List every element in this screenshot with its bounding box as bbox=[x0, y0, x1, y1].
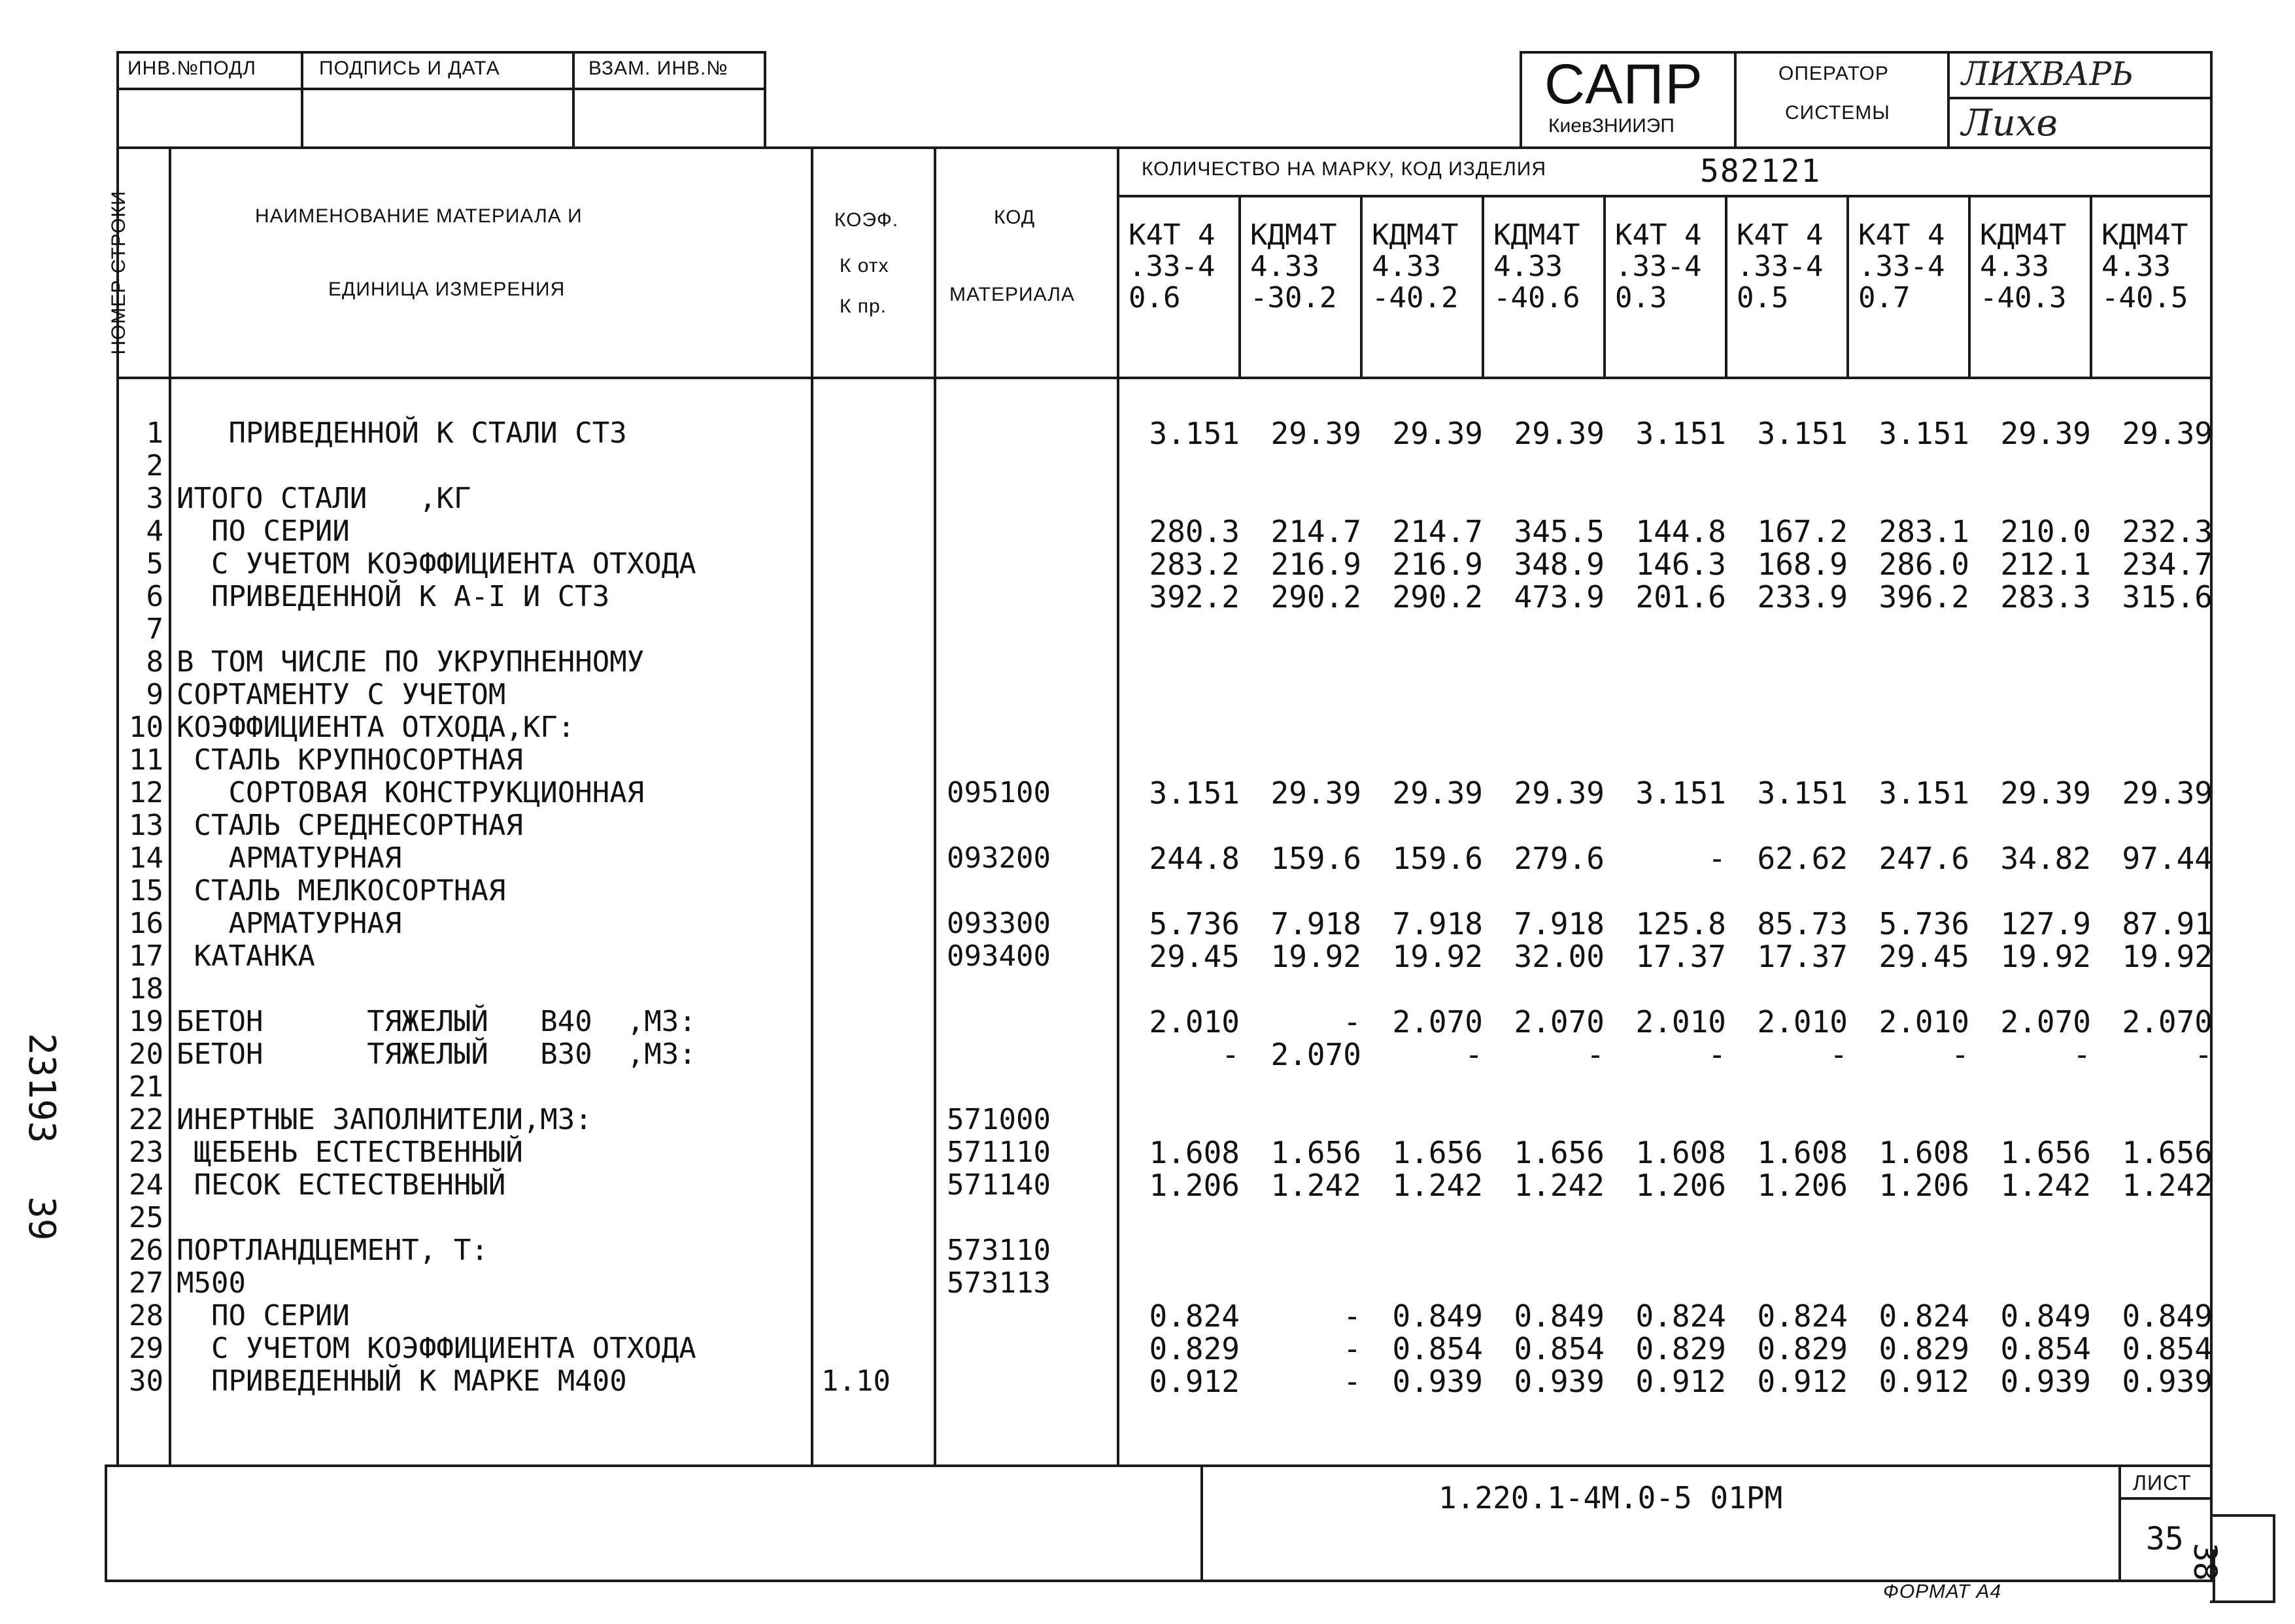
quantity-value: 1.242 bbox=[2000, 1168, 2091, 1203]
material-name: ПО СЕРИИ bbox=[177, 1299, 350, 1332]
quantity-value: 0.849 bbox=[2000, 1298, 2091, 1334]
sapr-logo-text: САПР bbox=[1544, 53, 1704, 116]
quantity-value: - bbox=[2194, 1037, 2213, 1072]
material-code: 571000 bbox=[947, 1103, 1051, 1136]
quantity-value: 0.824 bbox=[1635, 1298, 1726, 1334]
quantity-value: 1.242 bbox=[1392, 1168, 1483, 1203]
quantity-value: 87.91 bbox=[2122, 906, 2213, 941]
material-name: ИТОГО СТАЛИ ,КГ bbox=[177, 482, 471, 515]
material-name: СТАЛЬ КРУПНОСОРТНАЯ bbox=[177, 743, 523, 777]
quantity-value: 29.39 bbox=[1270, 775, 1361, 811]
quantity-value: 146.3 bbox=[1635, 547, 1726, 582]
quantity-value: 1.656 bbox=[2000, 1135, 2091, 1170]
quantity-value: 283.3 bbox=[2000, 579, 2091, 615]
quantity-value: 0.829 bbox=[1149, 1331, 1240, 1366]
material-code: 571110 bbox=[947, 1136, 1051, 1169]
quantity-value: 0.849 bbox=[1392, 1298, 1483, 1334]
quantity-value: 0.939 bbox=[1392, 1364, 1483, 1399]
quantity-value: 0.854 bbox=[1392, 1331, 1483, 1366]
quantity-value: 7.918 bbox=[1270, 906, 1361, 941]
quantity-value: 144.8 bbox=[1635, 514, 1726, 549]
coefficient: 1.10 bbox=[821, 1364, 891, 1398]
quantity-value: 283.1 bbox=[1878, 514, 1969, 549]
mark-header-line: .33-4 bbox=[1737, 250, 1824, 283]
quantity-value: - bbox=[1829, 1037, 1848, 1072]
quantity-value: 1.206 bbox=[1635, 1168, 1726, 1203]
quantity-value: 29.39 bbox=[1392, 416, 1483, 451]
mark-header-line: КДМ4Т bbox=[1250, 218, 1337, 252]
quantity-value: 234.7 bbox=[2122, 547, 2213, 582]
row-number: 14 bbox=[129, 841, 163, 875]
mark-header-line: К4Т 4 bbox=[1129, 218, 1216, 252]
quantity-value: 32.00 bbox=[1514, 939, 1605, 974]
quantity-value: 0.912 bbox=[1149, 1364, 1240, 1399]
mark-header-line: КДМ4Т bbox=[1980, 218, 2067, 252]
quantity-value: 29.39 bbox=[2122, 775, 2213, 811]
material-code: 093400 bbox=[947, 939, 1051, 973]
material-name-header-2: ЕДИНИЦА ИЗМЕРЕНИЯ bbox=[328, 279, 566, 300]
row-number: 16 bbox=[129, 907, 163, 940]
material-name: М500 bbox=[177, 1266, 246, 1300]
quantity-value: 29.45 bbox=[1878, 939, 1969, 974]
row-number: 15 bbox=[129, 874, 163, 907]
code-header-1: КОД bbox=[994, 207, 1036, 228]
quantity-value: 3.151 bbox=[1757, 416, 1848, 451]
quantity-value: 392.2 bbox=[1149, 579, 1240, 615]
material-name: АРМАТУРНАЯ bbox=[177, 907, 402, 940]
row-number: 27 bbox=[129, 1266, 163, 1300]
quantity-value: 2.010 bbox=[1635, 1004, 1726, 1040]
quantity-value: 286.0 bbox=[1878, 547, 1969, 582]
mark-header-line: -40.2 bbox=[1372, 281, 1459, 314]
row-number: 12 bbox=[129, 776, 163, 809]
quantity-value: - bbox=[1343, 1364, 1361, 1399]
quantity-value: 3.151 bbox=[1149, 775, 1240, 811]
quantity-value: 29.45 bbox=[1149, 939, 1240, 974]
quantity-value: - bbox=[1708, 1037, 1726, 1072]
quantity-value: 214.7 bbox=[1392, 514, 1483, 549]
quantity-value: 244.8 bbox=[1149, 841, 1240, 876]
row-number: 24 bbox=[129, 1168, 163, 1202]
quantity-value: 159.6 bbox=[1392, 841, 1483, 876]
mark-header-line: -40.6 bbox=[1493, 281, 1580, 314]
quantity-value: 473.9 bbox=[1514, 579, 1605, 615]
quantity-value: 232.3 bbox=[2122, 514, 2213, 549]
quantity-value: 1.608 bbox=[1149, 1135, 1240, 1170]
quantity-value: 168.9 bbox=[1757, 547, 1848, 582]
mark-header-line: .33-4 bbox=[1129, 250, 1216, 283]
quantity-value: - bbox=[1343, 1298, 1361, 1334]
row-number: 17 bbox=[129, 939, 163, 973]
row-number: 26 bbox=[129, 1234, 163, 1267]
material-name: ЩЕБЕНЬ ЕСТЕСТВЕННЫЙ bbox=[177, 1136, 523, 1169]
row-number: 22 bbox=[129, 1103, 163, 1136]
material-name: КОЭФФИЦИЕНТА ОТХОДА,КГ: bbox=[177, 711, 575, 744]
quantity-value: 0.849 bbox=[2122, 1298, 2213, 1334]
quantity-value: 19.92 bbox=[1392, 939, 1483, 974]
quantity-value: 0.912 bbox=[1878, 1364, 1969, 1399]
quantity-value: 0.824 bbox=[1757, 1298, 1848, 1334]
institute-name: КиевЗНИИЭП bbox=[1548, 115, 1674, 137]
quantity-value: 0.912 bbox=[1757, 1364, 1848, 1399]
quantity-value: 1.242 bbox=[1514, 1168, 1605, 1203]
quantity-value: 3.151 bbox=[1635, 416, 1726, 451]
quantity-value: 2.070 bbox=[1392, 1004, 1483, 1040]
mark-header-line: 4.33 bbox=[2101, 250, 2171, 283]
quantity-value: 2.010 bbox=[1878, 1004, 1969, 1040]
quantity-value: 2.070 bbox=[2122, 1004, 2213, 1040]
row-number: 5 bbox=[146, 547, 163, 581]
quantity-value: 2.070 bbox=[1270, 1037, 1361, 1072]
row-number: 9 bbox=[146, 678, 163, 711]
material-name: С УЧЕТОМ КОЭФФИЦИЕНТА ОТХОДА bbox=[177, 1332, 696, 1365]
row-number: 13 bbox=[129, 809, 163, 842]
quantity-value: 3.151 bbox=[1635, 775, 1726, 811]
quantity-value: 396.2 bbox=[1878, 579, 1969, 615]
mark-header-line: КДМ4Т bbox=[2101, 218, 2188, 252]
material-code: 573110 bbox=[947, 1234, 1051, 1267]
quantity-value: 2.070 bbox=[1514, 1004, 1605, 1040]
quantity-value: - bbox=[1586, 1037, 1605, 1072]
quantity-value: 7.918 bbox=[1392, 906, 1483, 941]
quantity-value: 210.0 bbox=[2000, 514, 2091, 549]
product-code: 582121 bbox=[1700, 153, 1822, 190]
quantity-value: 5.736 bbox=[1149, 906, 1240, 941]
quantity-value: 167.2 bbox=[1757, 514, 1848, 549]
material-code: 571140 bbox=[947, 1168, 1051, 1202]
quantity-value: 0.939 bbox=[1514, 1364, 1605, 1399]
side-margin-number-1: 23193 bbox=[20, 1033, 63, 1143]
material-name: СТАЛЬ МЕЛКОСОРТНАЯ bbox=[177, 874, 506, 907]
row-number: 19 bbox=[129, 1005, 163, 1038]
operator-label-1: ОПЕРАТОР bbox=[1778, 63, 1889, 84]
quantity-value: 3.151 bbox=[1757, 775, 1848, 811]
material-code: 573113 bbox=[947, 1266, 1051, 1300]
quantity-value: 29.39 bbox=[2122, 416, 2213, 451]
mark-header-line: К4Т 4 bbox=[1858, 218, 1945, 252]
operator-label-2: СИСТЕМЫ bbox=[1785, 102, 1890, 124]
quantity-value: 29.39 bbox=[2000, 775, 2091, 811]
row-number-header: НОМЕР СТРОКИ bbox=[108, 190, 129, 355]
mark-header-line: 4.33 bbox=[1980, 250, 2049, 283]
quantity-value: 2.010 bbox=[1757, 1004, 1848, 1040]
quantity-value: 62.62 bbox=[1757, 841, 1848, 876]
quantity-value: 1.608 bbox=[1635, 1135, 1726, 1170]
mark-header-line: 4.33 bbox=[1250, 250, 1319, 283]
quantity-value: 7.918 bbox=[1514, 906, 1605, 941]
quantity-value: 290.2 bbox=[1270, 579, 1361, 615]
material-name: ПРИВЕДЕННОЙ К А-I И СТ3 bbox=[177, 580, 610, 613]
row-number: 10 bbox=[129, 711, 163, 744]
quantity-header: КОЛИЧЕСТВО НА МАРКУ, КОД ИЗДЕЛИЯ bbox=[1142, 158, 1547, 180]
quantity-value: 201.6 bbox=[1635, 579, 1726, 615]
mark-header-line: К4Т 4 bbox=[1737, 218, 1824, 252]
material-name: БЕТОН ТЯЖЕЛЫЙ В40 ,М3: bbox=[177, 1005, 696, 1038]
quantity-value: 0.824 bbox=[1149, 1298, 1240, 1334]
quantity-value: 17.37 bbox=[1635, 939, 1726, 974]
row-number: 21 bbox=[129, 1070, 163, 1104]
quantity-value: 2.010 bbox=[1149, 1004, 1240, 1040]
quantity-value: 315.6 bbox=[2122, 579, 2213, 615]
quantity-value: - bbox=[1465, 1037, 1483, 1072]
quantity-value: 1.206 bbox=[1149, 1168, 1240, 1203]
material-name: ПРИВЕДЕННЫЙ К МАРКЕ М400 bbox=[177, 1364, 627, 1398]
quantity-value: 0.854 bbox=[2122, 1331, 2213, 1366]
row-number: 6 bbox=[146, 580, 163, 613]
quantity-value: - bbox=[2073, 1037, 2091, 1072]
quantity-value: 0.849 bbox=[1514, 1298, 1605, 1334]
quantity-value: 216.9 bbox=[1392, 547, 1483, 582]
quantity-value: 85.73 bbox=[1757, 906, 1848, 941]
quantity-value: 214.7 bbox=[1270, 514, 1361, 549]
quantity-value: 0.829 bbox=[1635, 1331, 1726, 1366]
sheet-number: 35 bbox=[2146, 1521, 2184, 1557]
quantity-value: 1.206 bbox=[1878, 1168, 1969, 1203]
quantity-value: 29.39 bbox=[1514, 416, 1605, 451]
quantity-value: 29.39 bbox=[2000, 416, 2091, 451]
material-code: 095100 bbox=[947, 776, 1051, 809]
mark-header-line: -40.5 bbox=[2101, 281, 2188, 314]
row-number: 3 bbox=[146, 482, 163, 515]
material-name: ИНЕРТНЫЕ ЗАПОЛНИТЕЛИ,М3: bbox=[177, 1103, 592, 1136]
code-header-2: МАТЕРИАЛА bbox=[949, 284, 1075, 305]
row-number: 1 bbox=[146, 416, 163, 450]
material-code: 093200 bbox=[947, 841, 1051, 875]
quantity-value: 216.9 bbox=[1270, 547, 1361, 582]
row-number: 28 bbox=[129, 1299, 163, 1332]
row-number: 25 bbox=[129, 1201, 163, 1234]
mark-header-line: 0.3 bbox=[1615, 281, 1667, 314]
operator-name-handwritten: ЛИХВАРЬ bbox=[1962, 55, 2134, 93]
quantity-value: 1.242 bbox=[2122, 1168, 2213, 1203]
mark-header-line: 0.7 bbox=[1858, 281, 1911, 314]
mark-header-line: КДМ4Т bbox=[1372, 218, 1459, 252]
quantity-value: 3.151 bbox=[1149, 416, 1240, 451]
quantity-value: 17.37 bbox=[1757, 939, 1848, 974]
material-name: КАТАНКА bbox=[177, 939, 315, 973]
quantity-value: 1.656 bbox=[1514, 1135, 1605, 1170]
row-number: 29 bbox=[129, 1332, 163, 1365]
quantity-value: 29.39 bbox=[1514, 775, 1605, 811]
quantity-value: 0.854 bbox=[1514, 1331, 1605, 1366]
quantity-value: 348.9 bbox=[1514, 547, 1605, 582]
quantity-value: 29.39 bbox=[1392, 775, 1483, 811]
row-number: 23 bbox=[129, 1136, 163, 1169]
material-name: СОРТАМЕНТУ С УЧЕТОМ bbox=[177, 678, 506, 711]
material-name: В ТОМ ЧИСЛЕ ПО УКРУПНЕННОМУ bbox=[177, 645, 645, 679]
stamp-signature-label: ПОДПИСЬ И ДАТА bbox=[319, 58, 500, 79]
quantity-value: 0.829 bbox=[1757, 1331, 1848, 1366]
format-label: ФОРМАТ А4 bbox=[1883, 1581, 2002, 1602]
quantity-value: 283.2 bbox=[1149, 547, 1240, 582]
material-name: ПЕСОК ЕСТЕСТВЕННЫЙ bbox=[177, 1168, 506, 1202]
material-name: БЕТОН ТЯЖЕЛЫЙ В30 ,М3: bbox=[177, 1038, 696, 1071]
sheet-label: ЛИСТ bbox=[2133, 1471, 2192, 1495]
quantity-value: 0.829 bbox=[1878, 1331, 1969, 1366]
quantity-value: 233.9 bbox=[1757, 579, 1848, 615]
quantity-value: 19.92 bbox=[1270, 939, 1361, 974]
quantity-value: 1.656 bbox=[1270, 1135, 1361, 1170]
quantity-value: - bbox=[1343, 1331, 1361, 1366]
material-name-header-1: НАИМЕНОВАНИЕ МАТЕРИАЛА И bbox=[255, 205, 583, 227]
mark-header-line: 0.6 bbox=[1129, 281, 1181, 314]
quantity-value: 29.39 bbox=[1270, 416, 1361, 451]
quantity-value: 5.736 bbox=[1878, 906, 1969, 941]
quantity-value: 0.939 bbox=[2000, 1364, 2091, 1399]
quantity-value: 3.151 bbox=[1878, 775, 1969, 811]
quantity-value: 0.854 bbox=[2000, 1331, 2091, 1366]
material-name: СОРТОВАЯ КОНСТРУКЦИОННАЯ bbox=[177, 776, 645, 809]
row-number: 7 bbox=[146, 613, 163, 646]
stamp-inv-label: ИНВ.№ПОДЛ bbox=[128, 58, 256, 79]
quantity-value: - bbox=[1708, 841, 1726, 876]
coef-header-1: КОЭФ. bbox=[834, 209, 899, 231]
quantity-value: 125.8 bbox=[1635, 906, 1726, 941]
mark-header-line: .33-4 bbox=[1615, 250, 1702, 283]
quantity-value: 279.6 bbox=[1514, 841, 1605, 876]
quantity-value: 3.151 bbox=[1878, 416, 1969, 451]
stamp-replace-label: ВЗАМ. ИНВ.№ bbox=[588, 58, 728, 79]
mark-header-line: 0.5 bbox=[1737, 281, 1789, 314]
mark-header-line: -30.2 bbox=[1250, 281, 1337, 314]
row-number: 4 bbox=[146, 515, 163, 548]
quantity-value: 97.44 bbox=[2122, 841, 2213, 876]
row-number: 20 bbox=[129, 1038, 163, 1071]
quantity-value: - bbox=[1221, 1037, 1240, 1072]
quantity-value: 0.912 bbox=[1635, 1364, 1726, 1399]
quantity-value: 1.608 bbox=[1878, 1135, 1969, 1170]
material-name: ПРИВЕДЕННОЙ К СТАЛИ СТ3 bbox=[177, 416, 627, 450]
quantity-value: 345.5 bbox=[1514, 514, 1605, 549]
material-name: АРМАТУРНАЯ bbox=[177, 841, 402, 875]
document-code: 1.220.1-4М.0-5 01РМ bbox=[1438, 1480, 1783, 1515]
row-number: 18 bbox=[129, 972, 163, 1006]
quantity-value: 1.656 bbox=[2122, 1135, 2213, 1170]
quantity-value: - bbox=[1343, 1004, 1361, 1040]
quantity-value: 0.824 bbox=[1878, 1298, 1969, 1334]
mark-header-line: К4Т 4 bbox=[1615, 218, 1702, 252]
material-code: 093300 bbox=[947, 907, 1051, 940]
material-name: СТАЛЬ СРЕДНЕСОРТНАЯ bbox=[177, 809, 523, 842]
quantity-value: 159.6 bbox=[1270, 841, 1361, 876]
quantity-value: 127.9 bbox=[2000, 906, 2091, 941]
quantity-value: 247.6 bbox=[1878, 841, 1969, 876]
side-page-number: 38 bbox=[2186, 1543, 2223, 1581]
quantity-value: 0.939 bbox=[2122, 1364, 2213, 1399]
quantity-value: 290.2 bbox=[1392, 579, 1483, 615]
side-margin-number-2: 39 bbox=[20, 1196, 63, 1241]
quantity-value: 1.242 bbox=[1270, 1168, 1361, 1203]
operator-signature: Лихв bbox=[1962, 102, 2058, 144]
material-name: ПО СЕРИИ bbox=[177, 515, 350, 548]
quantity-value: 1.656 bbox=[1392, 1135, 1483, 1170]
row-number: 11 bbox=[129, 743, 163, 777]
mark-header-line: .33-4 bbox=[1858, 250, 1945, 283]
coef-header-3: К пр. bbox=[840, 296, 887, 317]
mark-header-line: 4.33 bbox=[1493, 250, 1563, 283]
quantity-value: 1.206 bbox=[1757, 1168, 1848, 1203]
mark-header-line: КДМ4Т bbox=[1493, 218, 1580, 252]
quantity-value: 1.608 bbox=[1757, 1135, 1848, 1170]
quantity-value: 34.82 bbox=[2000, 841, 2091, 876]
coef-header-2: К отх bbox=[840, 255, 889, 277]
quantity-value: 19.92 bbox=[2000, 939, 2091, 974]
mark-header-line: -40.3 bbox=[1980, 281, 2067, 314]
quantity-value: - bbox=[1951, 1037, 1969, 1072]
quantity-value: 280.3 bbox=[1149, 514, 1240, 549]
row-number: 8 bbox=[146, 645, 163, 679]
material-name: С УЧЕТОМ КОЭФФИЦИЕНТА ОТХОДА bbox=[177, 547, 696, 581]
quantity-value: 19.92 bbox=[2122, 939, 2213, 974]
quantity-value: 212.1 bbox=[2000, 547, 2091, 582]
row-number: 30 bbox=[129, 1364, 163, 1398]
mark-header-line: 4.33 bbox=[1372, 250, 1441, 283]
quantity-value: 2.070 bbox=[2000, 1004, 2091, 1040]
material-name: ПОРТЛАНДЦЕМЕНТ, Т: bbox=[177, 1234, 488, 1267]
row-number: 2 bbox=[146, 449, 163, 482]
